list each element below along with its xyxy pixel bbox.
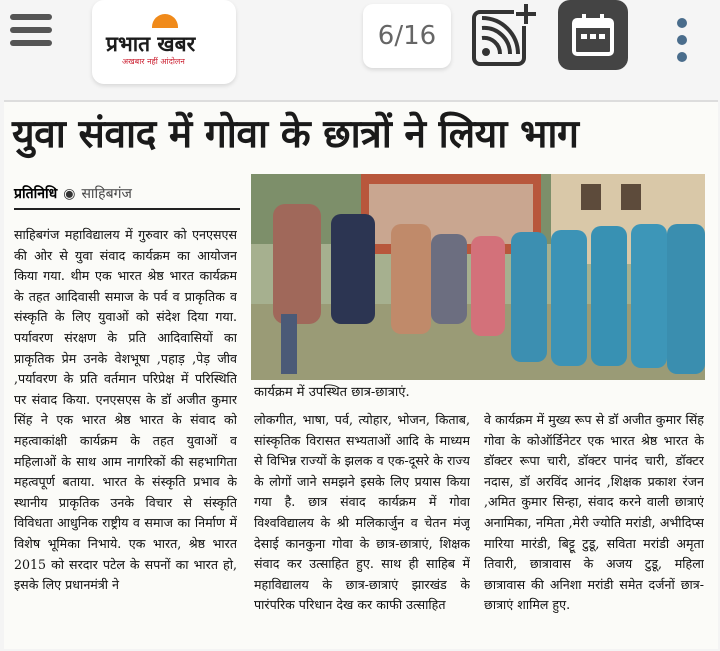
page-indicator[interactable]: 6/16	[363, 4, 451, 68]
article-headline: युवा संवाद में गोवा के छात्रों ने लिया भाग	[12, 111, 579, 157]
byline-author: प्रतिनिधि	[14, 186, 58, 202]
article-column-3: वे कार्यक्रम में मुख्य रूप से डॉ अजीत कुमार सिंह गोवा के कोऑर्डिनेटर एक भारत श्रेष्ठ भारत के डॉक्टर रूपा चारी, डॉक्टर पानंद चारी, डॉक्टर नदास, डॉ अरविंद आनंद ,शिक्षक प्रकाश रंजन ,अमित कुमार सिन्हा, संवाद करने वाली छात्राएं अनामिका, नमिता ,मेरी ज्योति मरांडी, अभीदिप्स मारिया मारंडी, बिट्टू टुडू, सविता मरांडी अमृता तिवारी, छात्रावास के अजय टुडू, महिला छात्रावास की अनिशा मरांडी समेत दर्जनों छात्र-छात्राएं शामिल हुए.	[484, 412, 704, 613]
menu-icon[interactable]	[10, 14, 54, 50]
logo-tagline: अखबार नहीं आंदोलन	[122, 57, 185, 66]
more-vertical-icon[interactable]	[672, 18, 692, 64]
calendar-icon[interactable]	[558, 0, 628, 70]
logo-sun-icon	[152, 14, 178, 28]
byline-rule	[14, 208, 240, 210]
article-photo	[251, 174, 705, 380]
article-column-1: साहिबगंज महाविद्यालय में गुरुवार को एनएसएस की ओर से युवा संवाद कार्यक्रम का आयोजन किया गया. थीम एक भारत श्रेष्ठ भारत कार्यक्रम के तहत आदिवासी समाज के पर्व व प्राकृतिक व संस्कृति के लिए युवाओं को संदेश दिया गया. पर्यावरण संरक्षण के प्रति आदिवासियों का प्राकृतिक प्रेम उनके वेशभूषा ,पहाड़ ,पेड़ जीव ,पर्यावरण के प्रति वर्तमान परिप्रेक्ष में परिस्थिति पर संवाद किया. एनएसएस के डॉ अजीत कुमार सिंह ने एक भारत श्रेष्ठ भारत के संवाद को महत्वाकांक्षी कार्यक्रम के तहत युवाओं व महिलाओं के साथ आम नागरिकों की सहभागिता महत्वपूर्ण बताया. भारत के संस्कृति प्रभाव के स्थानीय प्राकृतिक उनके विचार से संस्कृति विविधता आधुनिक राष्ट्रीय व समाज का निर्माण में विशेष भूमिका निभाये. एक भारत, श्रेष्ठ भारत 2015 को सरदार पटेल के सपनों का भारत हो, इसके लिए प्रधानमंत्री ने	[14, 227, 237, 593]
byline-location: साहिबगंज	[81, 186, 132, 202]
logo-text: प्रभात खबर	[106, 31, 196, 56]
top-toolbar	[0, 0, 720, 100]
bullet-icon: ◉	[63, 186, 76, 202]
newspaper-clip	[4, 100, 718, 649]
logo-button[interactable]	[92, 0, 236, 84]
photo-caption: कार्यक्रम में उपस्थित छात्र-छात्राएं.	[254, 385, 410, 400]
rss-add-icon[interactable]	[470, 2, 538, 70]
byline	[14, 184, 132, 203]
article-column-2: लोकगीत, भाषा, पर्व, त्योहार, भोजन, किताब, सांस्कृतिक विरासत सभ्यताओं आदि के माध्यम से विभिन्न राज्यों के झलक व एक-दूसरे के राज्य के लोगों जाने समझने इसके लिए प्रयास किया गया है. छात्र संवाद कार्यक्रम में गोवा विश्वविद्यालय के श्री मलिकार्जुन व चेतन मंजू देसाई कानकुना गोवा के छात्र-छात्राएं, शिक्षक संवाद कर उत्साहित हुए. साथ ही साहिब में महाविद्यालय के छात्र-छात्राएं झारखंड के पारंपरिक परिधान देख कर काफी उत्साहित	[254, 412, 470, 613]
